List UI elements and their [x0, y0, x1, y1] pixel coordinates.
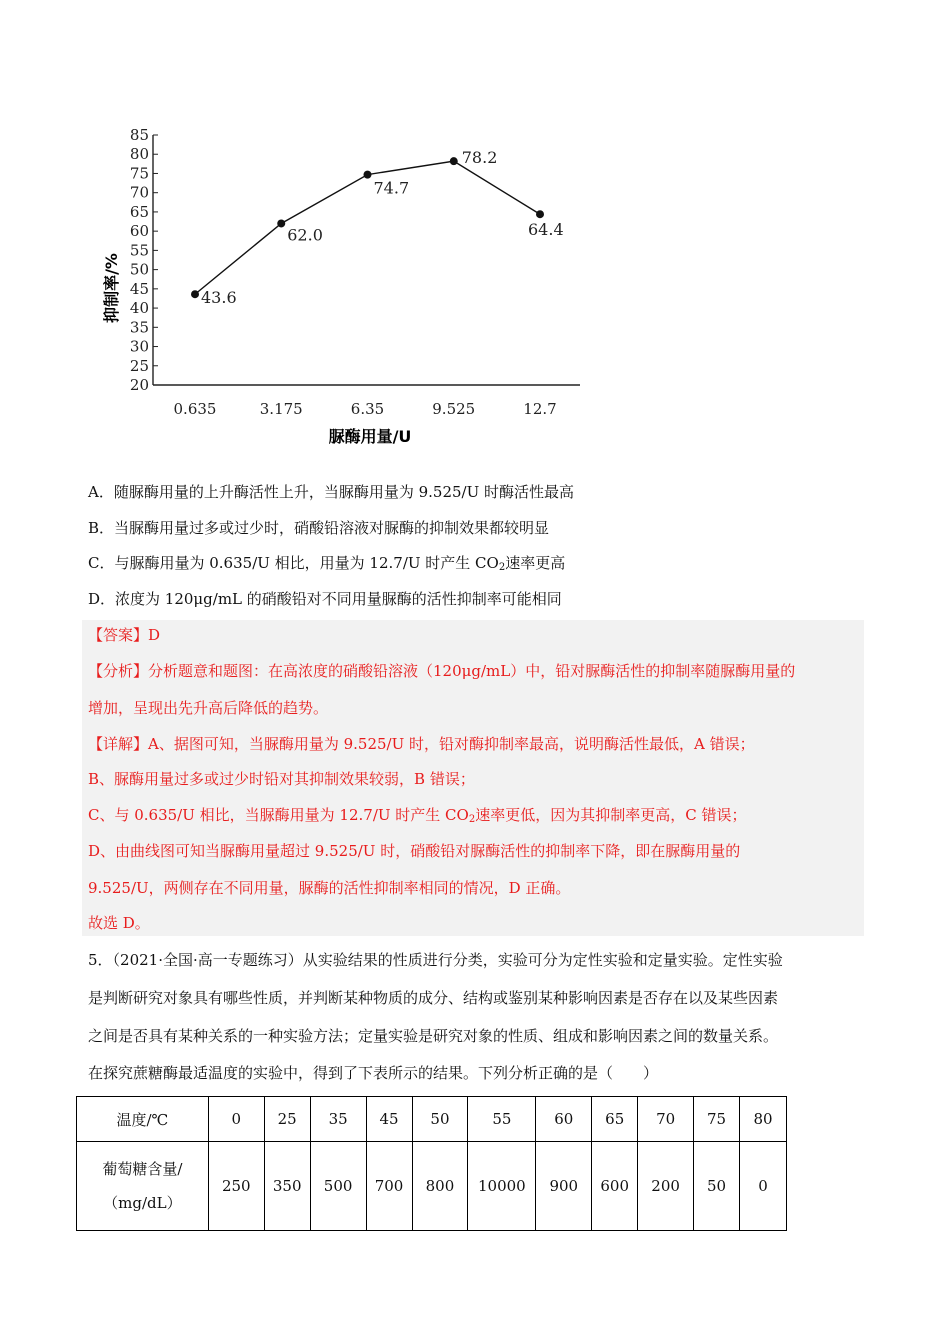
temp-cell: 45	[366, 1097, 412, 1142]
temp-cell: 35	[310, 1097, 366, 1142]
glucose-cell: 200	[638, 1142, 694, 1231]
glucose-cell: 0	[739, 1142, 786, 1231]
data-label: 74.7	[373, 178, 410, 198]
y-tick-label: 55	[129, 241, 149, 260]
glucose-cell: 500	[310, 1142, 366, 1231]
y-tick-label: 40	[129, 299, 149, 318]
y-tick-label: 50	[129, 260, 149, 279]
y-tick-label: 30	[129, 337, 149, 356]
table-row	[77, 1097, 787, 1142]
glucose-cell: 700	[366, 1142, 412, 1231]
detail-c-subscript: 2	[468, 814, 476, 825]
detail-c	[88, 805, 746, 825]
table-row	[77, 1142, 787, 1231]
temp-cell: 0	[208, 1097, 264, 1142]
glucose-label-cell	[77, 1142, 209, 1231]
question5-line-4: 在探究蔗糖酶最适温度的实验中，得到了下表所示的结果。下列分析正确的是（ ）	[88, 1064, 659, 1082]
temperature-glucose-table	[76, 1096, 787, 1231]
data-point	[191, 290, 199, 298]
final-choice: 故选 D。	[88, 914, 150, 932]
y-tick-label: 80	[129, 145, 149, 164]
detail-a: 【详解】A、据图可知，当脲酶用量为 9.525/U 时，铅对酶抑制率最高，说明酶活性最低，A 错误；	[88, 735, 755, 753]
y-tick-label: 20	[129, 376, 149, 394]
temp-cell: 60	[536, 1097, 592, 1142]
option-a: A．随脲酶用量的上升酶活性上升，当脲酶用量为 9.525/U 时酶活性最高	[88, 483, 575, 501]
glucose-cell: 50	[694, 1142, 740, 1231]
glucose-cell: 900	[536, 1142, 592, 1231]
detail-c-tail: 速率更低，因为其抑制率更高，C 错误；	[475, 806, 747, 824]
header-temperature-label: 温度/℃	[77, 1097, 209, 1142]
option-b: B．当脲酶用量过多或过少时，硝酸铅溶液对脲酶的抑制效果都较明显	[88, 519, 550, 537]
analysis-line-1: 【分析】分析题意和题图：在高浓度的硝酸铅溶液（120μg/mL）中，铅对脲酶活性的抑制率随脲酶用量的	[88, 662, 796, 680]
glucose-cell: 250	[208, 1142, 264, 1231]
data-label: 64.4	[528, 220, 564, 240]
x-tick-label: 9.525	[432, 400, 476, 418]
y-axis-label: 抑制率/%	[102, 253, 121, 323]
analysis-line-2: 增加，呈现出先升高后降低的趋势。	[88, 699, 329, 717]
option-c-subscript: 2	[498, 562, 506, 573]
temp-cell: 75	[694, 1097, 740, 1142]
y-tick-label: 25	[129, 356, 149, 375]
data-point	[364, 171, 372, 179]
y-tick-label: 85	[129, 126, 149, 144]
question5-line-2: 是判断研究对象具有哪些性质，并判断某种物质的成分、结构或鉴别某种影响因素是否存在以及某些因素	[88, 989, 779, 1007]
temp-cell: 80	[739, 1097, 786, 1142]
detail-d-line-2: 9.525/U，两侧存在不同用量，脲酶的活性抑制率相同的情况，D 正确。	[88, 879, 571, 897]
glucose-label-line-2: （mg/dL）	[103, 1194, 182, 1212]
glucose-label-line-1: 葡萄糖含量/	[102, 1160, 183, 1178]
answer-line: 【答案】D	[88, 626, 161, 644]
y-tick-label: 65	[129, 202, 149, 221]
temp-cell: 55	[468, 1097, 536, 1142]
temp-cell: 70	[638, 1097, 694, 1142]
detail-d-line-1: D、由曲线图可知当脲酶用量超过 9.525/U 时，硝酸铅对脲酶活性的抑制率下降，即在脲酶用量的	[88, 842, 741, 860]
series	[191, 148, 564, 307]
detail-b: B、脲酶用量过多或过少时铅对其抑制效果较弱，B 错误；	[88, 770, 475, 788]
option-c-text: C．与脲酶用量为 0.635/U 相比，用量为 12.7/U 时产生 CO	[88, 554, 499, 572]
y-tick-label: 75	[129, 164, 149, 183]
x-tick-label: 3.175	[259, 400, 303, 418]
x-axis-label: 脲酶用量/U	[328, 427, 412, 446]
y-axis	[130, 126, 158, 394]
x-tick-label: 12.7	[523, 400, 557, 418]
y-tick-label: 35	[129, 318, 149, 337]
glucose-cell: 600	[592, 1142, 638, 1231]
series-line	[195, 161, 540, 294]
data-label: 62.0	[287, 225, 323, 245]
data-point	[536, 210, 544, 218]
detail-c-text: C、与 0.635/U 相比，当脲酶用量为 12.7/U 时产生 CO	[88, 806, 469, 824]
x-axis	[153, 385, 580, 418]
glucose-cell: 10000	[468, 1142, 536, 1231]
y-tick-label: 45	[129, 279, 149, 298]
question5-line-3: 之间是否具有某种关系的一种实验方法；定量实验是研究对象的性质、组成和影响因素之间的数量关系。	[88, 1027, 779, 1045]
data-point	[277, 219, 285, 227]
chart-svg	[95, 120, 595, 455]
inhibition-rate-chart	[95, 120, 595, 455]
x-tick-label: 6.35	[350, 400, 385, 418]
question5-line-1: 5．（2021·全国·高一专题练习）从实验结果的性质进行分类，实验可分为定性实验和定量实验。定性实验	[88, 951, 783, 969]
option-c-tail: 速率更高	[505, 554, 566, 572]
y-tick-label: 60	[129, 222, 149, 241]
temp-cell: 50	[412, 1097, 468, 1142]
data-label: 78.2	[461, 148, 498, 168]
option-d: D．浓度为 120μg/mL 的硝酸铅对不同用量脲酶的活性抑制率可能相同	[88, 590, 562, 608]
glucose-cell: 350	[264, 1142, 310, 1231]
x-tick-label: 0.635	[173, 400, 217, 418]
data-point	[450, 157, 458, 165]
glucose-cell: 800	[412, 1142, 468, 1231]
temp-cell: 65	[592, 1097, 638, 1142]
temp-cell: 25	[264, 1097, 310, 1142]
data-label: 43.6	[201, 288, 237, 308]
option-c	[88, 553, 565, 573]
y-tick-label: 70	[129, 183, 149, 202]
